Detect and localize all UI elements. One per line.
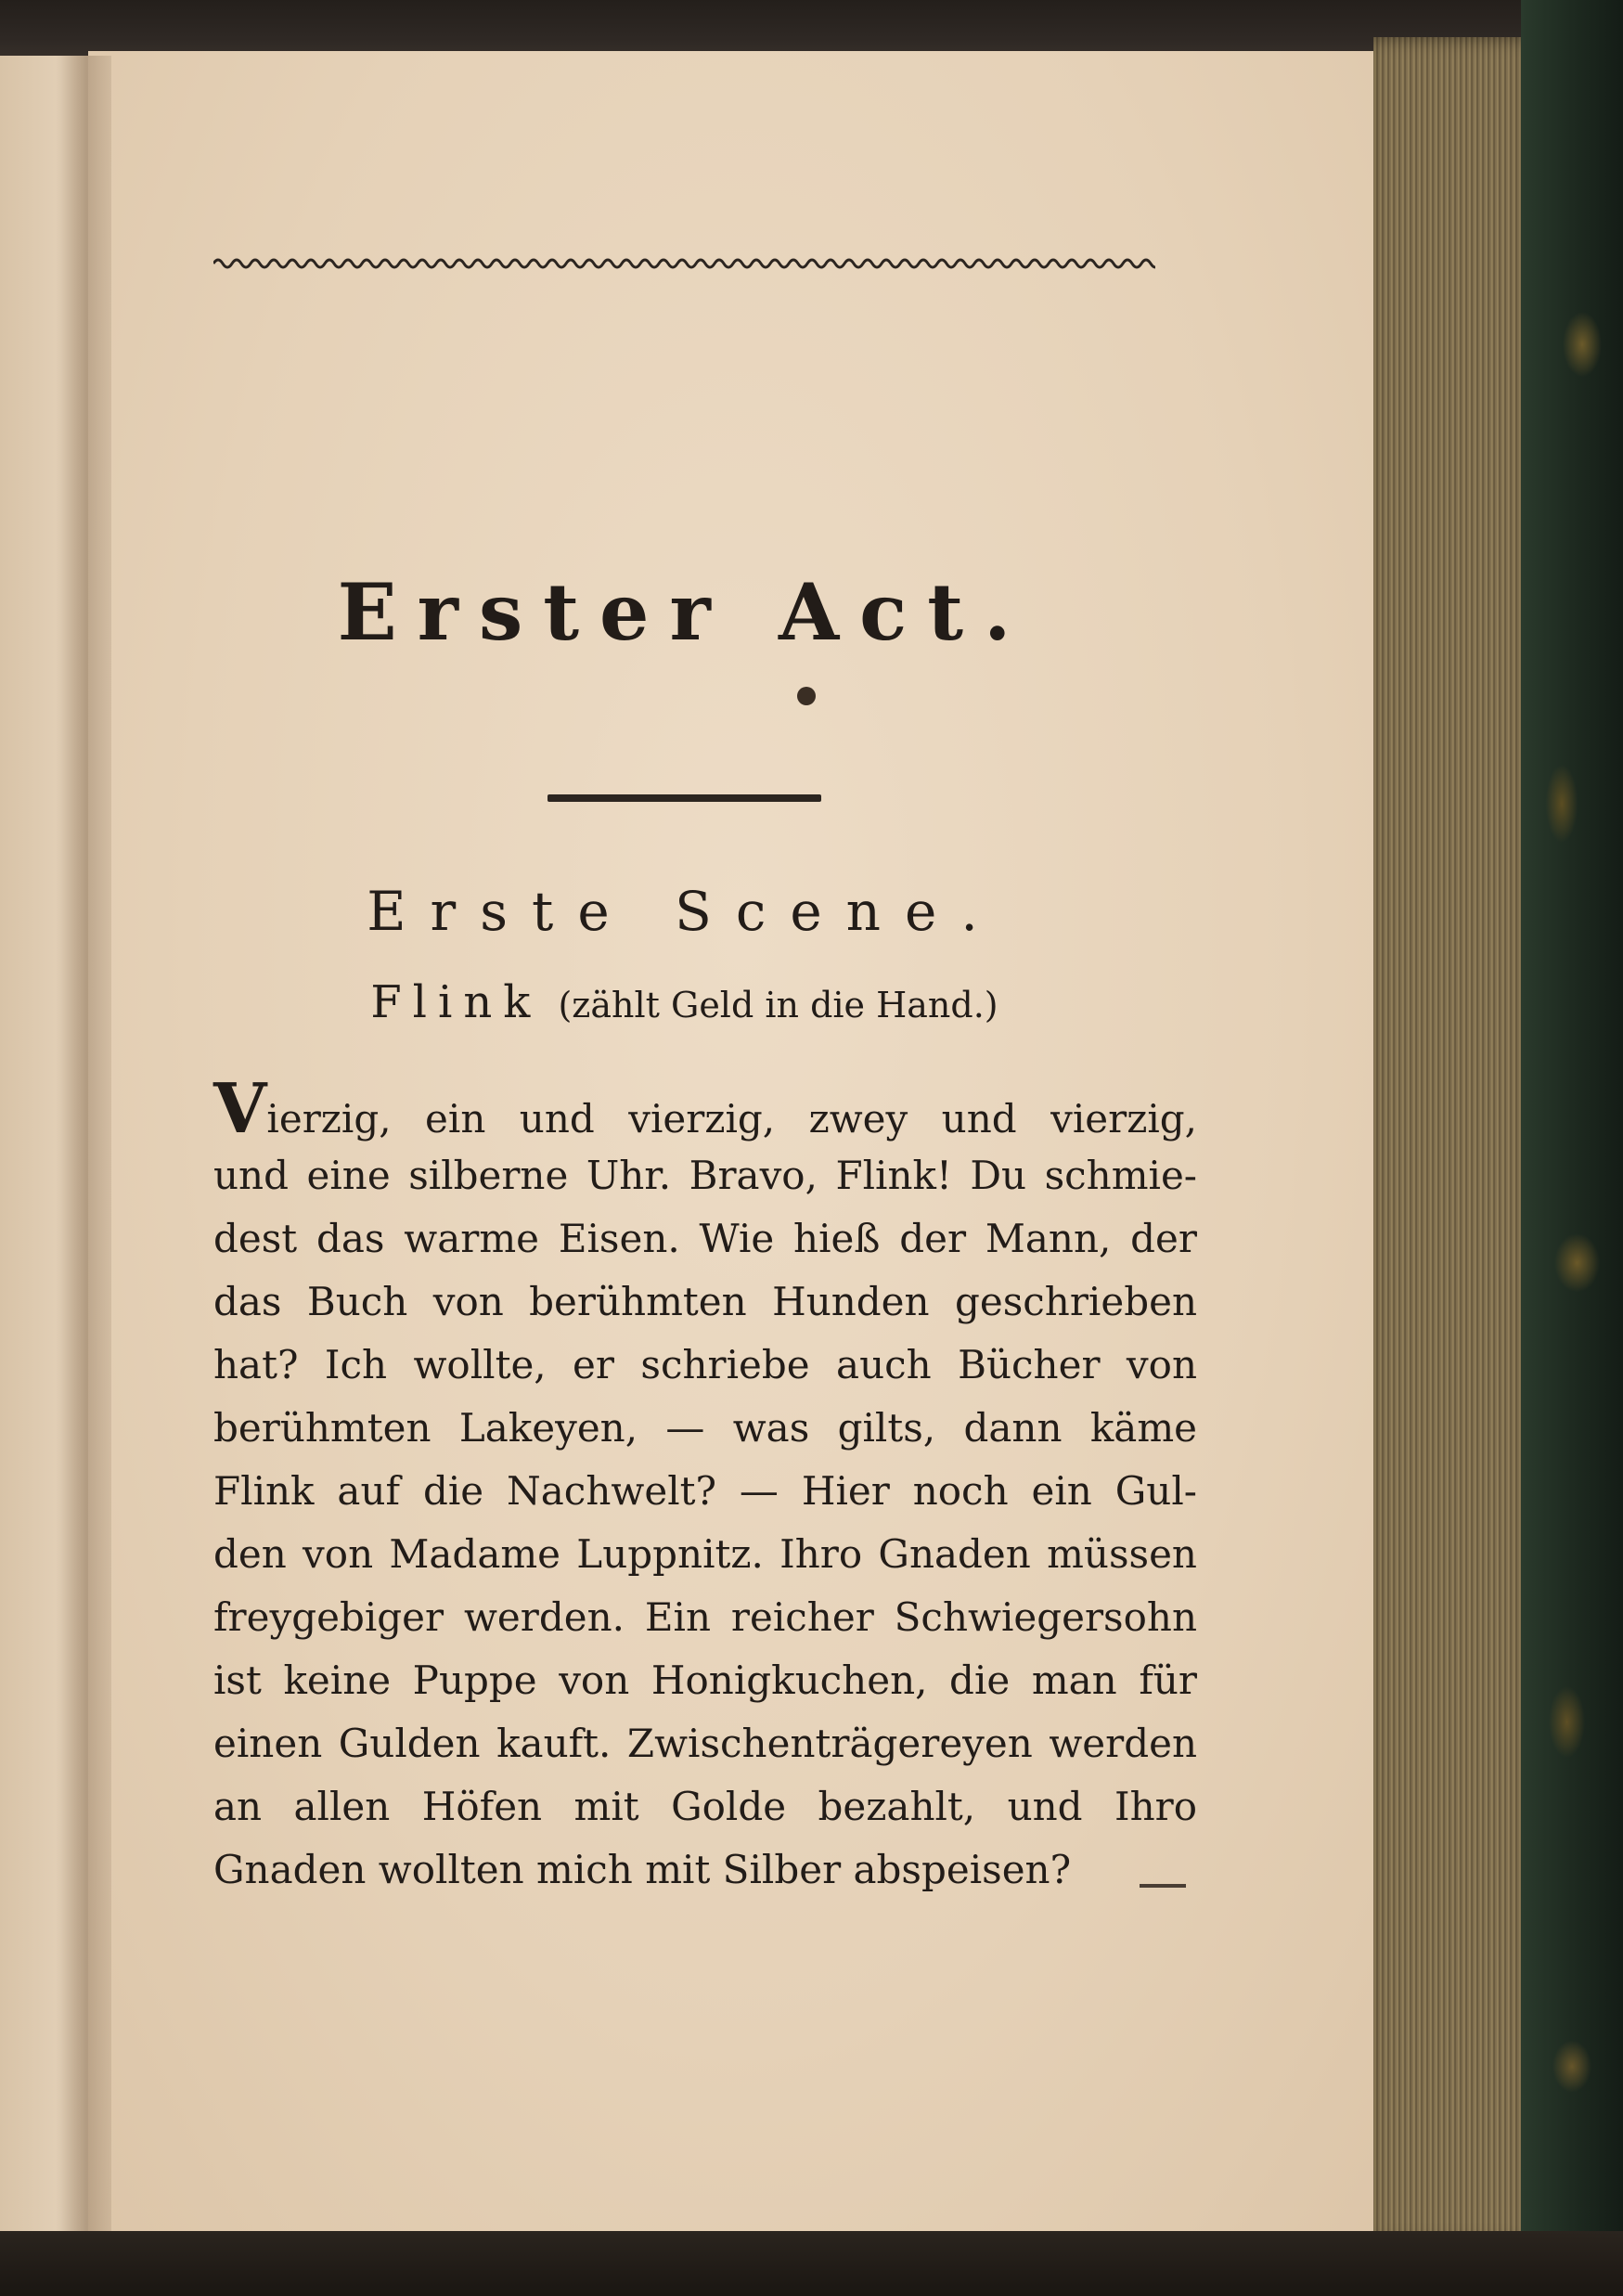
speaker-name: Flink [370,976,542,1028]
text-line: an allen Höfen mit Golde bezahlt, und Ihro [213,1784,1197,1829]
stage-direction-line [213,976,1155,1028]
line-end-mark [1140,1884,1186,1888]
text-line: den von Madame Luppnitz. Ihro Gnaden müssen [213,1531,1197,1577]
text-line: einen Gulden kauft. Zwischenträgereyen werden [213,1721,1197,1766]
scene-title: Erste Scene. [367,880,1002,943]
text-line: ist keine Puppe von Honigkuchen, die man für [213,1658,1197,1703]
text-line: freygebiger werden. Ein reicher Schwiegersohn [213,1594,1197,1640]
text-line: berühmten Lakeyen, — was gilts, dann käme [213,1405,1197,1451]
stage-direction: (zählt Geld in die Hand.) [558,985,998,1025]
wavy-ornament-rule [213,255,1155,272]
text-line: dest das warme Eisen. Wie hieß der Mann, der [213,1216,1197,1261]
text-line: das Buch von berühmten Hunden geschrieben [213,1279,1197,1324]
act-title: Erster Act. [337,566,1032,658]
text-line [213,1069,1197,1149]
page-edges [1373,37,1540,2246]
text-line-rest: ierzig, ein und vierzig, zwey und vierzig, [266,1096,1197,1142]
drop-cap: V [213,1069,267,1149]
text-line: Flink auf die Nachwelt? — Hier noch ein Gul- [213,1468,1197,1514]
book-gutter [56,56,111,2246]
text-line: Gnaden wollten mich mit Silber abspeisen? [213,1847,1072,1892]
book-cover-bottom [0,2231,1623,2296]
heading-rule [547,794,821,802]
body-text [213,1069,1197,1902]
text-line: und eine silberne Uhr. Bravo, Flink! Du schmie- [213,1153,1197,1198]
ornament-dot [797,687,816,705]
text-line: hat? Ich wollte, er schriebe auch Bücher von [213,1342,1197,1387]
marbled-cover [1521,0,1623,2296]
